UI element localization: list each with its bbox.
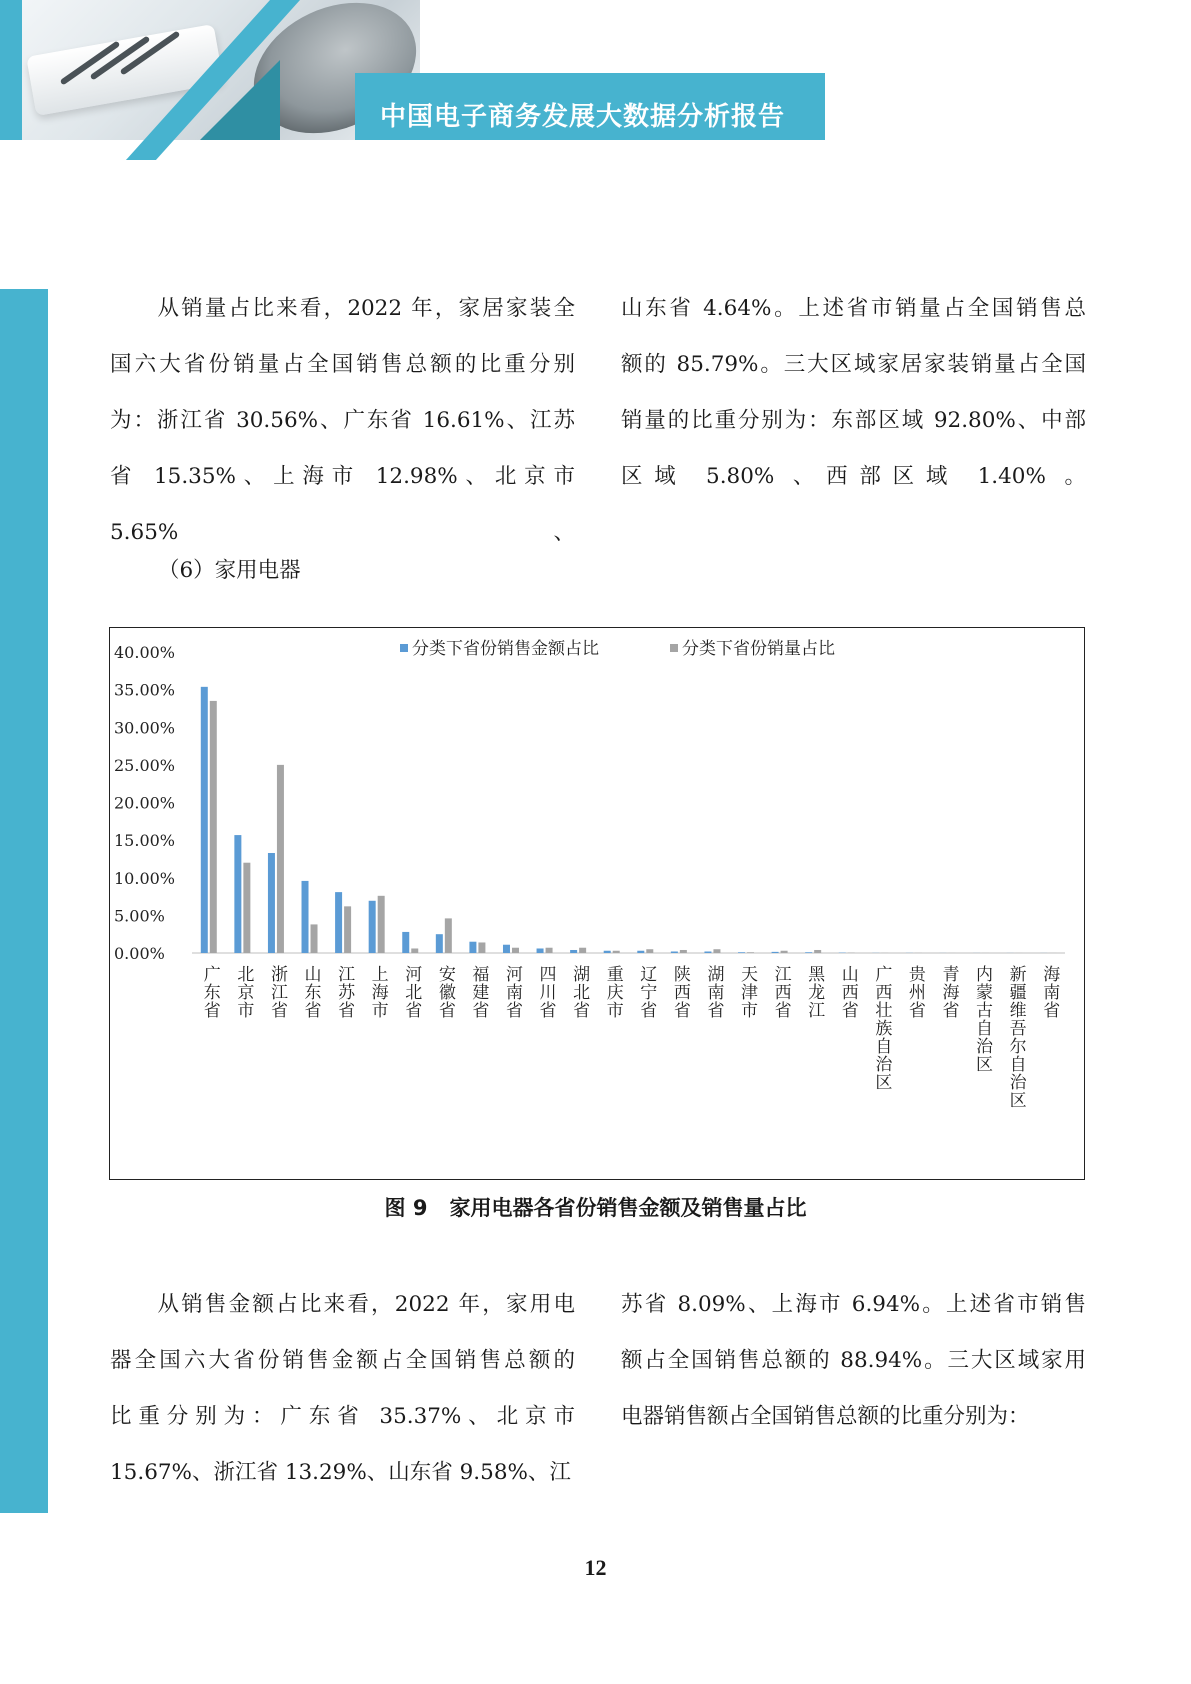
y-tick-label: 20.00% xyxy=(114,793,176,813)
x-category-label: 辽宁省 xyxy=(636,965,657,1019)
section-subheading: （6）家用电器 xyxy=(158,558,301,583)
bar-sales-amount xyxy=(570,950,577,953)
bar-sales-amount xyxy=(738,952,745,953)
bar-sales-volume xyxy=(781,951,788,953)
text-line: 为：浙江省 30.56%、广东省 16.61%、江苏 xyxy=(110,408,575,433)
bar-sales-amount xyxy=(805,952,812,953)
bar-sales-volume xyxy=(344,906,351,953)
legend-label: 分类下省份销售金额占比 xyxy=(412,639,599,659)
text-line: 额的 85.79%。三大区域家居家装销量占全国 xyxy=(621,352,1086,377)
figure-number: 图 9 xyxy=(384,1196,428,1220)
bar-sales-volume xyxy=(311,924,318,953)
bar-sales-amount xyxy=(604,951,611,953)
y-tick-label: 35.00% xyxy=(114,680,176,700)
paragraph-1-right xyxy=(621,281,1086,505)
page-number: 12 xyxy=(584,1555,607,1580)
bar-sales-amount xyxy=(772,952,779,953)
bar-sales-amount xyxy=(436,934,443,953)
report-title: 中国电子商务发展大数据分析报告 xyxy=(380,102,786,132)
x-category-label: 山西省 xyxy=(837,965,858,1019)
text-line: 从销量占比来看，2022 年，家居家装全 xyxy=(110,296,575,321)
legend-swatch xyxy=(400,644,408,652)
y-tick-label: 15.00% xyxy=(114,831,176,851)
bar-sales-amount xyxy=(503,945,510,953)
chart-frame xyxy=(109,627,1085,1180)
x-category-label: 青海省 xyxy=(938,965,959,1019)
bar-sales-volume xyxy=(680,950,687,953)
bar-sales-amount xyxy=(234,835,241,953)
text-line: 省 15.35%、上海市 12.98%、北京市 5.65%、 xyxy=(110,464,575,545)
x-category-label: 上海市 xyxy=(367,965,388,1019)
bar-sales-amount xyxy=(268,853,275,953)
x-category-label: 贵州省 xyxy=(904,965,925,1019)
text-line: 山东省 4.64%。上述省市销量占全国销售总 xyxy=(621,296,1086,321)
y-tick-label: 5.00% xyxy=(114,906,165,926)
x-category-label: 福建省 xyxy=(468,965,489,1019)
bar-sales-volume xyxy=(579,948,586,953)
figure-caption xyxy=(0,1192,1191,1222)
x-category-label: 广西壮族自治区 xyxy=(871,965,892,1091)
bar-sales-volume xyxy=(478,942,485,953)
text-line: 国六大省份销量占全国销售总额的比重分别 xyxy=(110,352,575,377)
text-line: 电器销售额占全国销售总额的比重分别为： xyxy=(621,1404,1030,1429)
paragraph-1-left xyxy=(110,281,575,561)
bar-sales-volume xyxy=(277,765,284,953)
bar-sales-volume xyxy=(613,951,620,953)
x-category-label: 河南省 xyxy=(501,965,522,1019)
x-category-label: 内蒙古自治区 xyxy=(972,965,993,1073)
bar-sales-volume xyxy=(210,701,217,953)
x-category-label: 河北省 xyxy=(401,965,422,1019)
x-category-label: 安徽省 xyxy=(434,965,455,1019)
bar-sales-volume xyxy=(243,863,250,953)
x-category-label: 陕西省 xyxy=(669,965,690,1019)
bar-sales-volume xyxy=(814,950,821,953)
text-line: 15.67%、浙江省 13.29%、山东省 9.58%、江 xyxy=(110,1460,571,1485)
bar-sales-volume xyxy=(646,949,653,953)
text-line: 额占全国销售总额的 88.94%。三大区域家用 xyxy=(621,1348,1086,1373)
y-tick-label: 10.00% xyxy=(114,868,176,888)
y-tick-label: 30.00% xyxy=(114,718,176,738)
bar-sales-amount xyxy=(369,901,376,953)
bar-sales-amount xyxy=(537,948,544,953)
legend-label: 分类下省份销量占比 xyxy=(682,639,835,659)
bar-sales-amount xyxy=(302,881,309,953)
bar-chart xyxy=(110,628,1083,1178)
x-category-label: 山东省 xyxy=(300,965,321,1019)
text-line: 器全国六大省份销售金额占全国销售总额的 xyxy=(110,1348,575,1373)
x-category-label: 湖北省 xyxy=(569,965,590,1019)
header-left-stripe xyxy=(0,0,22,140)
bar-sales-volume xyxy=(546,948,553,953)
left-side-bar xyxy=(0,289,48,1513)
figure-title: 家用电器各省份销售金额及销售量占比 xyxy=(449,1196,807,1220)
bar-sales-volume xyxy=(747,952,754,953)
x-category-label: 新疆维吾尔自治区 xyxy=(1005,965,1026,1109)
bar-sales-amount xyxy=(637,951,644,953)
bar-sales-amount xyxy=(402,932,409,953)
bar-sales-volume xyxy=(512,948,519,953)
bar-sales-amount xyxy=(671,951,678,953)
bar-sales-amount xyxy=(704,951,711,953)
x-category-label: 广东省 xyxy=(199,965,220,1019)
paragraph-2-right xyxy=(621,1277,1086,1445)
bar-sales-amount xyxy=(469,942,476,953)
bar-sales-volume xyxy=(713,949,720,953)
x-category-label: 江苏省 xyxy=(334,965,355,1019)
y-tick-label: 40.00% xyxy=(114,643,176,662)
bar-sales-amount xyxy=(201,687,208,953)
x-category-label: 海南省 xyxy=(1039,965,1060,1019)
x-category-label: 浙江省 xyxy=(266,965,287,1019)
text-line: 从销售金额占比来看，2022 年，家用电 xyxy=(110,1292,575,1317)
bar-sales-volume xyxy=(378,896,385,953)
text-line: 区域 5.80% 、西部区域 1.40% 。 xyxy=(621,464,1086,489)
x-category-label: 黑龙江 xyxy=(804,965,825,1019)
bar-sales-amount xyxy=(335,892,342,953)
x-category-label: 湖南省 xyxy=(703,965,724,1019)
text-line: 销量的比重分别为：东部区域 92.80%、中部 xyxy=(621,408,1086,433)
y-tick-label: 0.00% xyxy=(114,944,165,963)
x-category-label: 四川省 xyxy=(535,965,556,1019)
legend-swatch xyxy=(670,644,678,652)
bar-sales-volume xyxy=(445,918,452,953)
x-category-label: 天津市 xyxy=(737,965,758,1019)
text-line: 比重分别为：广东省 35.37%、北京市 xyxy=(110,1404,575,1429)
paragraph-2-left xyxy=(110,1277,575,1501)
text-line: 苏省 8.09%、上海市 6.94%。上述省市销售 xyxy=(621,1292,1086,1317)
y-tick-label: 25.00% xyxy=(114,755,176,775)
x-category-label: 北京市 xyxy=(233,965,254,1019)
x-category-label: 江西省 xyxy=(770,965,791,1019)
x-category-label: 重庆市 xyxy=(602,965,623,1019)
bar-sales-volume xyxy=(411,948,418,953)
